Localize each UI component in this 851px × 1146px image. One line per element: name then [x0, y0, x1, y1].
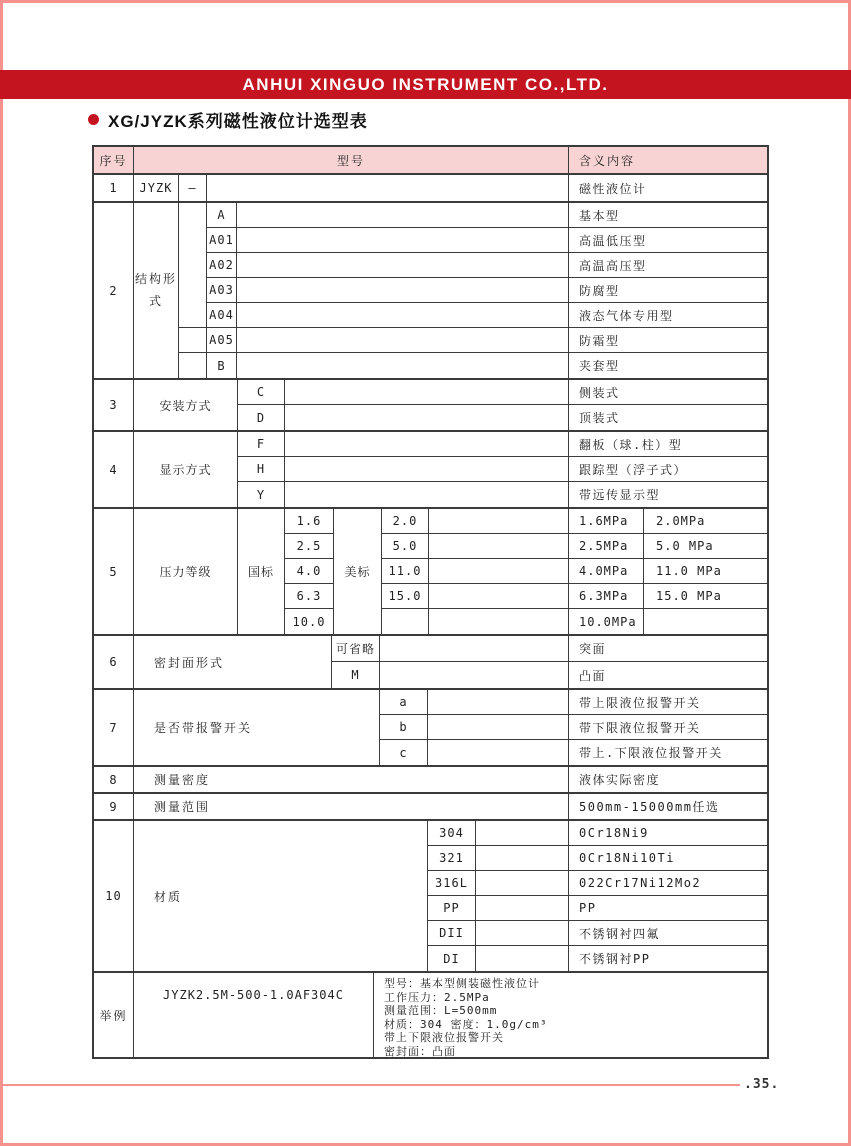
empty-cell: [429, 534, 568, 559]
meaning-cell: 液态气体专用型: [569, 303, 767, 328]
example-desc-line: 测量范围：L=500mm: [384, 1004, 498, 1017]
meaning-cell: 突面: [569, 636, 767, 662]
table-row: [94, 767, 767, 794]
code-cell: JYZK: [134, 175, 179, 201]
meaning-row: [569, 584, 767, 609]
seq-cell: 9: [94, 794, 134, 819]
empty-cell: [476, 921, 568, 946]
empty-cell: [237, 303, 568, 328]
meaning-cell: 15.0 MPa: [656, 589, 722, 603]
code-cell: A01: [207, 228, 236, 253]
row-label-cell: 测量范围: [134, 794, 569, 819]
code-column: [238, 380, 285, 430]
empty-cell: [476, 821, 568, 846]
page-number: .35.: [744, 1077, 780, 1092]
seq-cell: 3: [94, 380, 134, 430]
meaning-column: [569, 509, 767, 634]
meaning-cell: 2.0MPa: [656, 514, 706, 528]
row-label-cell: 材质: [134, 821, 428, 971]
code-cell: b: [380, 715, 427, 740]
code-cell: 2.5: [285, 534, 333, 559]
code-cell: 10.0: [292, 614, 326, 629]
table-header-row: [94, 147, 767, 175]
empty-cell: [179, 328, 206, 353]
code-cell: A04: [207, 303, 236, 328]
meaning-cell: 液体实际密度: [579, 773, 661, 787]
code-cell: [382, 609, 428, 634]
code-cell: Y: [256, 487, 266, 502]
code-column: [380, 690, 428, 765]
row-label-cell: 密封面形式: [134, 636, 332, 688]
row-label-cell: 压力等级: [134, 509, 238, 634]
meaning-cell: 带上限液位报警开关: [569, 690, 767, 715]
meaning-cell: 夹套型: [579, 359, 620, 373]
empty-cell: [237, 328, 568, 353]
meaning-column: [569, 636, 767, 688]
footer-rule: [0, 1084, 740, 1086]
meaning-cell: 带远传显示型: [579, 488, 661, 502]
example-desc-line: 密封面：凸面: [384, 1044, 456, 1058]
meaning-cell: 0Cr18Ni10Ti: [569, 846, 767, 871]
code-cell: 2.0: [382, 509, 428, 534]
code-cell: –: [179, 175, 207, 201]
meaning-cell: 防腐型: [569, 278, 767, 303]
spacer-column: [179, 203, 207, 378]
spacer-column: [429, 509, 569, 634]
code-cell: C: [238, 380, 284, 405]
code-cell: 321: [428, 846, 475, 871]
meaning-row: [569, 609, 767, 634]
meaning-cell: 凸面: [579, 668, 607, 683]
row-label-cell: 是否带报警开关: [134, 690, 380, 765]
meaning-row: [569, 534, 767, 559]
empty-cell: [380, 662, 568, 688]
empty-cell: [285, 457, 568, 482]
meaning-cell: 5.0 MPa: [656, 539, 714, 553]
empty-cell: [285, 482, 568, 507]
example-desc-line: 型号：基本型侧装磁性液位计: [384, 977, 540, 990]
meaning-cell: 高温低压型: [569, 228, 767, 253]
code-column: [207, 203, 237, 378]
table-row: [94, 690, 767, 767]
table-row: [94, 794, 767, 821]
table-row: [94, 636, 767, 690]
header-meaning: 含义内容: [579, 153, 636, 168]
code-cell: 5.0: [382, 534, 428, 559]
code-cell: B: [217, 358, 226, 373]
red-bullet-icon: [88, 114, 99, 125]
code-cell: 6.3: [285, 584, 333, 609]
spacer-column: [380, 636, 569, 688]
empty-cell: [237, 353, 568, 378]
code-cell: 1.6: [285, 509, 333, 534]
meaning-row: [569, 509, 767, 534]
meaning-cell: 10.0MPa: [569, 609, 644, 634]
code-cell: 11.0: [382, 559, 428, 584]
code-cell: D: [256, 410, 266, 425]
seq-cell: 举例: [94, 973, 134, 1057]
header-model: 型号: [134, 147, 569, 173]
table-row: [94, 203, 767, 380]
empty-cell: [380, 636, 568, 662]
code-cell: 304: [428, 821, 475, 846]
meaning-cell: 022Cr17Ni12Mo2: [569, 871, 767, 896]
meaning-row: [569, 559, 767, 584]
empty-cell: [237, 278, 568, 303]
code-cell: A03: [207, 278, 236, 303]
meaning-cell: 带上.下限液位报警开关: [579, 746, 723, 760]
meaning-cell: 顶装式: [579, 411, 620, 425]
meaning-column: [569, 380, 767, 430]
empty-cell: [207, 175, 569, 201]
code-cell: F: [238, 432, 284, 457]
header-seq: 序号: [94, 147, 134, 173]
code-cell: a: [380, 690, 427, 715]
section-title: XG/JYZK系列磁性液位计选型表: [108, 112, 368, 131]
meaning-cell: 高温高压型: [569, 253, 767, 278]
empty-cell: [476, 871, 568, 896]
code-cell: PP: [428, 896, 475, 921]
meaning-cell: 翻板（球.柱）型: [569, 432, 767, 457]
seq-cell: 6: [94, 636, 134, 688]
empty-cell: [237, 253, 568, 278]
empty-cell: [179, 353, 206, 378]
row-label-cell: 测量密度: [134, 767, 569, 792]
code-cell: 15.0: [382, 584, 428, 609]
row-label-cell: 结构形式: [134, 203, 179, 378]
empty-cell: [476, 846, 568, 871]
empty-cell: [237, 228, 568, 253]
selection-table: [92, 145, 769, 1059]
seq-cell: 5: [94, 509, 134, 634]
meaning-cell: 基本型: [569, 203, 767, 228]
code-cell: c: [399, 745, 408, 760]
code-column: [332, 636, 380, 688]
empty-cell: [428, 690, 568, 715]
gb-code-column: [285, 509, 334, 634]
empty-cell: [237, 203, 568, 228]
row-label-cell: 安装方式: [134, 380, 238, 430]
spacer-column: [285, 432, 569, 507]
table-row: [94, 432, 767, 509]
meaning-cell: 4.0MPa: [569, 559, 644, 583]
example-desc-line: 材质：304 密度：1.0g/cm³: [384, 1017, 548, 1031]
empty-cell: [429, 559, 568, 584]
empty-cell: [429, 609, 568, 634]
meaning-column: [569, 821, 767, 971]
example-description: [374, 973, 767, 1057]
code-cell: 可省略: [332, 636, 379, 662]
meaning-cell: 0Cr18Ni9: [569, 821, 767, 846]
seq-cell: 1: [94, 175, 134, 201]
row-label-cell: 显示方式: [134, 432, 238, 507]
code-column: [238, 432, 285, 507]
meaning-cell: 跟踪型（浮子式）: [569, 457, 767, 482]
code-cell: DI: [443, 951, 460, 966]
meaning-cell: 侧装式: [569, 380, 767, 405]
table-row: [94, 821, 767, 973]
table-row: [94, 175, 767, 203]
empty-cell: [285, 405, 568, 430]
meaning-cell: [644, 609, 767, 634]
meaning-cell: PP: [569, 896, 767, 921]
code-cell: 4.0: [285, 559, 333, 584]
empty-cell: [476, 946, 568, 971]
table-row: [94, 380, 767, 432]
brand-bar: [0, 70, 851, 99]
code-cell: A02: [207, 253, 236, 278]
example-model: JYZK2.5M-500-1.0AF304C: [134, 973, 374, 1057]
meaning-cell: 磁性液位计: [579, 181, 647, 196]
seq-cell: 4: [94, 432, 134, 507]
code-cell: H: [238, 457, 284, 482]
code-cell: A05: [207, 328, 236, 353]
meaning-cell: 6.3MPa: [569, 584, 644, 608]
example-desc-line: 工作压力：2.5MPa: [384, 990, 490, 1004]
section-title-row: [88, 107, 368, 132]
spacer-column: [476, 821, 569, 971]
seq-cell: 10: [94, 821, 134, 971]
meaning-cell: 防霜型: [569, 328, 767, 353]
company-name: ANHUI XINGUO INSTRUMENT CO.,LTD.: [242, 74, 609, 94]
meaning-cell: 1.6MPa: [569, 509, 644, 533]
meaning-cell: 11.0 MPa: [656, 564, 722, 578]
spacer-column: [428, 690, 569, 765]
spacer-column: [285, 380, 569, 430]
code-column: [428, 821, 476, 971]
us-code-column: [382, 509, 429, 634]
meaning-cell: 不锈钢衬四氟: [569, 921, 767, 946]
meaning-column: [569, 690, 767, 765]
meaning-column: [569, 203, 767, 378]
empty-cell: [428, 740, 568, 765]
meaning-cell: 2.5MPa: [569, 534, 644, 558]
example-desc-line: 带上下限液位报警开关: [384, 1031, 504, 1044]
empty-cell: [179, 203, 206, 328]
empty-cell: [476, 896, 568, 921]
code-cell: 316L: [428, 871, 475, 896]
spacer-column: [237, 203, 569, 378]
seq-cell: 7: [94, 690, 134, 765]
code-cell: DII: [428, 921, 475, 946]
seq-cell: 8: [94, 767, 134, 792]
us-label-cell: 美标: [334, 509, 382, 634]
seq-cell: 2: [94, 203, 134, 378]
gb-label-cell: 国标: [238, 509, 285, 634]
meaning-cell: 带下限液位报警开关: [569, 715, 767, 740]
code-cell: M: [351, 668, 360, 682]
meaning-cell: 500mm-15000mm任选: [579, 800, 720, 814]
example-row: [94, 973, 767, 1057]
empty-cell: [285, 432, 568, 457]
meaning-column: [569, 432, 767, 507]
meaning-cell: 不锈钢衬PP: [579, 952, 651, 966]
empty-cell: [428, 715, 568, 740]
code-cell: A: [207, 203, 236, 228]
table-row: [94, 509, 767, 636]
empty-cell: [429, 509, 568, 534]
empty-cell: [285, 380, 568, 405]
empty-cell: [429, 584, 568, 609]
